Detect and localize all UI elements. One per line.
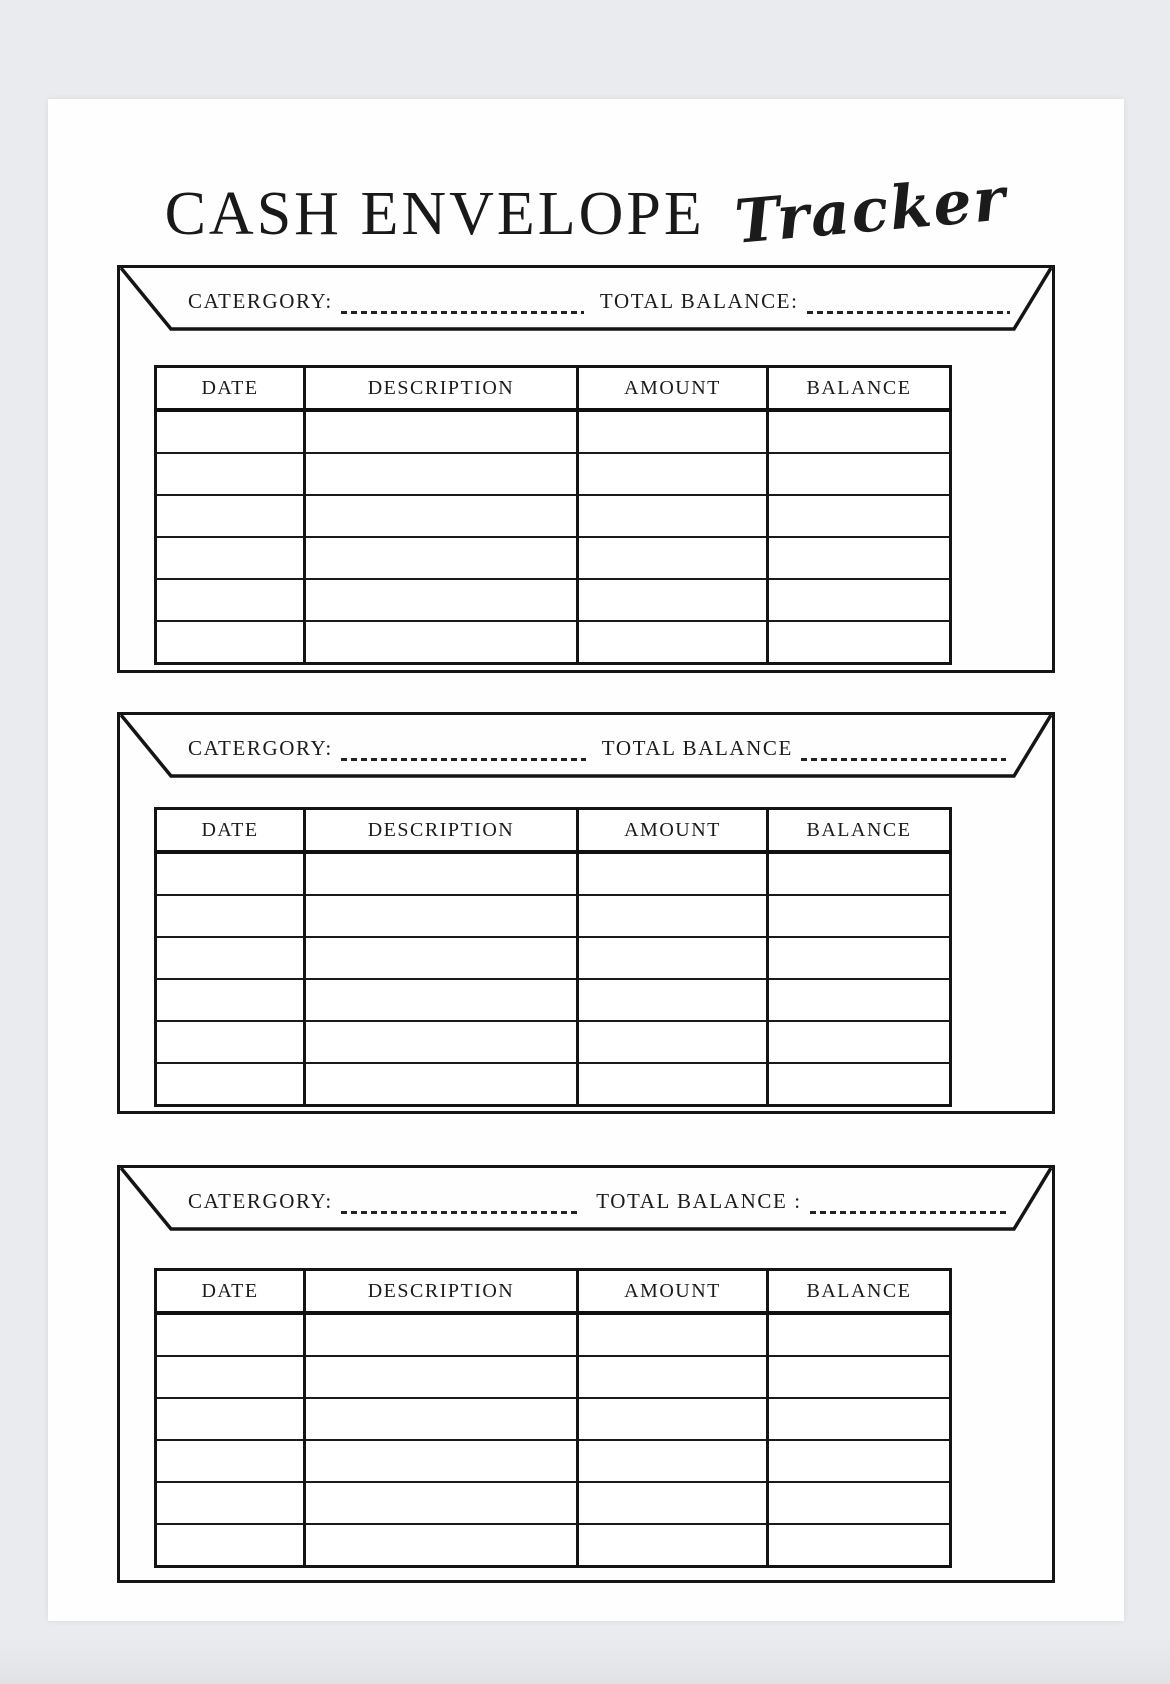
ledger-cell-empty[interactable] bbox=[768, 495, 951, 537]
ledger-cell-empty[interactable] bbox=[156, 1398, 305, 1440]
ledger-cell-empty[interactable] bbox=[305, 410, 578, 453]
ledger-cell-empty[interactable] bbox=[156, 453, 305, 495]
ledger-cell-empty[interactable] bbox=[768, 1398, 951, 1440]
ledger-cell-empty[interactable] bbox=[768, 979, 951, 1021]
ledger-cell-empty[interactable] bbox=[156, 1440, 305, 1482]
ledger-row bbox=[156, 1482, 951, 1524]
category-fill-line[interactable] bbox=[341, 311, 584, 314]
ledger-cell-empty[interactable] bbox=[156, 495, 305, 537]
ledger-cell-empty[interactable] bbox=[305, 453, 578, 495]
ledger-table bbox=[154, 365, 952, 665]
header-date: DATE bbox=[156, 809, 305, 853]
total-balance-fill-line[interactable] bbox=[810, 1211, 1010, 1214]
ledger-cell-empty[interactable] bbox=[156, 895, 305, 937]
ledger-cell-empty[interactable] bbox=[156, 979, 305, 1021]
ledger-cell-empty[interactable] bbox=[305, 852, 578, 895]
cash-envelope-2 bbox=[117, 712, 1055, 1114]
ledger-cell-empty[interactable] bbox=[305, 1482, 578, 1524]
ledger-row bbox=[156, 579, 951, 621]
ledger-row bbox=[156, 495, 951, 537]
ledger-cell-empty[interactable] bbox=[578, 937, 768, 979]
ledger-row bbox=[156, 1356, 951, 1398]
ledger-table bbox=[154, 807, 952, 1107]
ledger-cell-empty[interactable] bbox=[768, 537, 951, 579]
ledger-row bbox=[156, 537, 951, 579]
ledger-cell-empty[interactable] bbox=[578, 621, 768, 664]
ledger-cell-empty[interactable] bbox=[578, 1313, 768, 1356]
ledger-cell-empty[interactable] bbox=[578, 979, 768, 1021]
category-label: CATERGORY: bbox=[188, 736, 333, 760]
ledger-cell-empty[interactable] bbox=[305, 979, 578, 1021]
ledger-header-row bbox=[156, 809, 951, 853]
header-amount: AMOUNT bbox=[578, 367, 768, 411]
ledger-cell-empty[interactable] bbox=[305, 1063, 578, 1106]
page-title bbox=[48, 99, 1124, 258]
page-title-script: Tracker bbox=[731, 164, 1010, 258]
ledger-row bbox=[156, 937, 951, 979]
ledger-cell-empty[interactable] bbox=[156, 937, 305, 979]
ledger-row bbox=[156, 1063, 951, 1106]
ledger-cell-empty[interactable] bbox=[305, 895, 578, 937]
category-fill-line[interactable] bbox=[341, 758, 586, 761]
ledger-cell-empty[interactable] bbox=[305, 537, 578, 579]
ledger-cell-empty[interactable] bbox=[156, 1313, 305, 1356]
envelope-flap-fields bbox=[188, 1180, 1010, 1216]
ledger-row bbox=[156, 1440, 951, 1482]
ledger-cell-empty[interactable] bbox=[768, 1313, 951, 1356]
ledger-cell-empty[interactable] bbox=[305, 1021, 578, 1063]
ledger-cell-empty[interactable] bbox=[578, 1021, 768, 1063]
total-balance-fill-line[interactable] bbox=[807, 311, 1010, 314]
ledger-cell-empty[interactable] bbox=[768, 410, 951, 453]
category-label: CATERGORY: bbox=[188, 289, 333, 313]
ledger-cell-empty[interactable] bbox=[768, 852, 951, 895]
ledger-cell-empty[interactable] bbox=[305, 1313, 578, 1356]
ledger-row bbox=[156, 621, 951, 664]
ledger-row bbox=[156, 453, 951, 495]
header-balance: BALANCE bbox=[768, 367, 951, 411]
envelope-flap-fields bbox=[188, 727, 1010, 763]
ledger-row bbox=[156, 1313, 951, 1356]
ledger-row bbox=[156, 979, 951, 1021]
ledger-cell-empty[interactable] bbox=[768, 453, 951, 495]
header-balance: BALANCE bbox=[768, 1270, 951, 1314]
ledger-cell-empty[interactable] bbox=[768, 1440, 951, 1482]
envelope-flap-fields bbox=[188, 280, 1010, 316]
total-balance-fill-line[interactable] bbox=[801, 758, 1006, 761]
ledger-cell-empty[interactable] bbox=[156, 410, 305, 453]
ledger-cell-empty[interactable] bbox=[768, 1524, 951, 1567]
ledger-row bbox=[156, 1398, 951, 1440]
ledger-cell-empty[interactable] bbox=[768, 895, 951, 937]
header-description: DESCRIPTION bbox=[305, 1270, 578, 1314]
ledger-cell-empty[interactable] bbox=[578, 453, 768, 495]
ledger-cell-empty[interactable] bbox=[305, 495, 578, 537]
ledger-row bbox=[156, 410, 951, 453]
ledger-cell-empty[interactable] bbox=[578, 852, 768, 895]
ledger-table bbox=[154, 1268, 952, 1568]
ledger-cell-empty[interactable] bbox=[156, 852, 305, 895]
ledger-cell-empty[interactable] bbox=[578, 895, 768, 937]
ledger-cell-empty[interactable] bbox=[578, 1524, 768, 1567]
ledger-cell-empty[interactable] bbox=[305, 1440, 578, 1482]
ledger-cell-empty[interactable] bbox=[156, 1524, 305, 1567]
ledger-cell-empty[interactable] bbox=[578, 1482, 768, 1524]
ledger-cell-empty[interactable] bbox=[156, 1356, 305, 1398]
header-description: DESCRIPTION bbox=[305, 809, 578, 853]
ledger-header-row bbox=[156, 1270, 951, 1314]
ledger-cell-empty[interactable] bbox=[156, 1063, 305, 1106]
ledger-cell-empty[interactable] bbox=[768, 579, 951, 621]
header-balance: BALANCE bbox=[768, 809, 951, 853]
ledger-cell-empty[interactable] bbox=[768, 1356, 951, 1398]
ledger-header-row bbox=[156, 367, 951, 411]
ledger-cell-empty[interactable] bbox=[156, 1482, 305, 1524]
total-balance-label: TOTAL BALANCE bbox=[601, 736, 793, 760]
ledger-cell-empty[interactable] bbox=[305, 621, 578, 664]
ledger-cell-empty[interactable] bbox=[305, 579, 578, 621]
header-amount: AMOUNT bbox=[578, 1270, 768, 1314]
ledger-cell-empty[interactable] bbox=[578, 537, 768, 579]
ledger-cell-empty[interactable] bbox=[768, 1063, 951, 1106]
ledger-row bbox=[156, 895, 951, 937]
header-date: DATE bbox=[156, 1270, 305, 1314]
ledger-row bbox=[156, 1524, 951, 1567]
ledger-row bbox=[156, 1021, 951, 1063]
header-date: DATE bbox=[156, 367, 305, 411]
ledger-cell-empty[interactable] bbox=[578, 1356, 768, 1398]
ledger-cell-empty[interactable] bbox=[578, 410, 768, 453]
category-label: CATERGORY: bbox=[188, 1189, 333, 1213]
ledger-cell-empty[interactable] bbox=[305, 1398, 578, 1440]
cash-envelope-3 bbox=[117, 1165, 1055, 1583]
ledger-cell-empty[interactable] bbox=[768, 1021, 951, 1063]
total-balance-label: TOTAL BALANCE : bbox=[596, 1189, 802, 1213]
ledger-cell-empty[interactable] bbox=[156, 1021, 305, 1063]
header-amount: AMOUNT bbox=[578, 809, 768, 853]
header-description: DESCRIPTION bbox=[305, 367, 578, 411]
ledger-cell-empty[interactable] bbox=[578, 1440, 768, 1482]
ledger-cell-empty[interactable] bbox=[768, 621, 951, 664]
ledger-cell-empty[interactable] bbox=[768, 1482, 951, 1524]
category-fill-line[interactable] bbox=[341, 1211, 580, 1214]
ledger-cell-empty[interactable] bbox=[768, 937, 951, 979]
ledger-cell-empty[interactable] bbox=[578, 1063, 768, 1106]
ledger-cell-empty[interactable] bbox=[156, 621, 305, 664]
ledger-cell-empty[interactable] bbox=[578, 579, 768, 621]
printable-page bbox=[48, 99, 1124, 1621]
ledger-row bbox=[156, 852, 951, 895]
ledger-cell-empty[interactable] bbox=[305, 1356, 578, 1398]
ledger-cell-empty[interactable] bbox=[305, 937, 578, 979]
ledger-cell-empty[interactable] bbox=[578, 1398, 768, 1440]
ledger-cell-empty[interactable] bbox=[156, 579, 305, 621]
ledger-cell-empty[interactable] bbox=[578, 495, 768, 537]
ledger-cell-empty[interactable] bbox=[156, 537, 305, 579]
total-balance-label: TOTAL BALANCE: bbox=[599, 289, 799, 313]
page-title-main: CASH ENVELOPE bbox=[164, 180, 705, 248]
cash-envelope-1 bbox=[117, 265, 1055, 673]
ledger-cell-empty[interactable] bbox=[305, 1524, 578, 1567]
